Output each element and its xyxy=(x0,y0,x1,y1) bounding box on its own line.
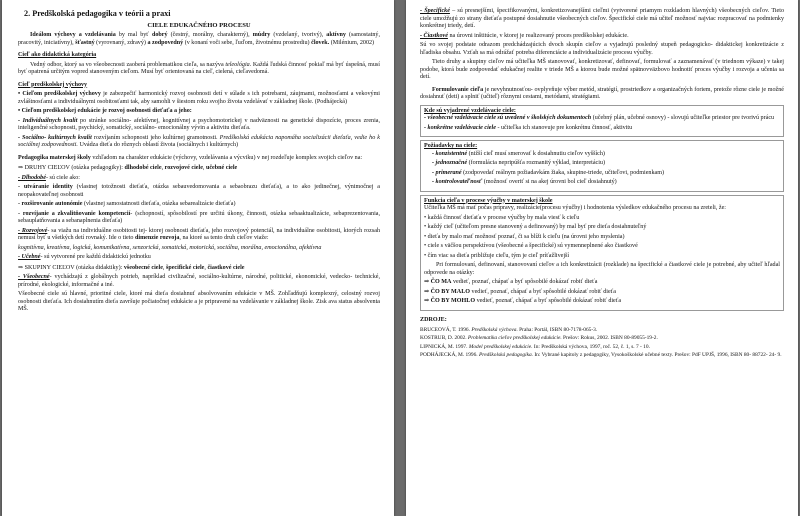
box-goal-function-heading: Funkcia cieľa v procese výučby v materskej škole xyxy=(424,197,553,204)
question-what-has: ⇒ ČO MA vedieť, poznať, chápať a byť spôsobilé dokázať robiť dieťa xyxy=(424,279,598,285)
arrow-goal-groups: ⇒ SKUPINY CIEĽOV (otázka didaktiky): všeobecné ciele, špecifické ciele, čiastkové ciele xyxy=(18,264,245,271)
box-requirements xyxy=(420,140,784,192)
item-learning: - Učebné- sú vytvorené pre každú didaktickú jednotku xyxy=(18,254,151,260)
intro-paragraph: Ideálom výchovy a vzdelávania by mal byť dobrý (čestný, morálny, charakterný), múdry (vzdelaný, tvorivý), aktívny (samostatný, pracovitý, iniciatívny), šťastný (vyrovnaný, zdravý) a zodpovedný (v konaní voči sebe, ľuďom, životnému prostrediu) človek. (Milénium, 2002) xyxy=(18,32,380,46)
page-right-content xyxy=(406,0,798,359)
req-adequate: - primerané (zodpovedať reálnym požiadavkám žiaka, skupine-triede, učiteľovi, podmienkam) xyxy=(432,169,665,176)
paragraph-partial-detail: Sú vo svojej podstate odrazom predchádzajúcich dvoch skupín cieľov a vyjadrujú posledný stupeň pedagogicko- didaktickej konkretizácie z hľadiska obsahu. Vzťah sa má odrážať potreba diferenciácie a individualizácie procesu výučby. xyxy=(420,42,784,56)
section-title: CIELE EDUKAČNÉHO PROCESU xyxy=(147,21,251,29)
req-controllable: - kontrolovateľnosť (možnosť overiť si na akej úrovni bol cieľ dosiahnutý) xyxy=(432,179,617,185)
arrow-goal-types: ⇒ DRUHY CIEĽOV (otázka pedagogiky): dlhodobé ciele, rozvojové ciele, učebné ciele xyxy=(18,165,238,171)
goal-function-text-2: Pri formulovaní, definovaní, stanovovaní cieľov a ich konkretizácii (rozklade) na špecifické a čiastkové ciele je potrebné, aby učiteľ hľadal odpovede na otázky: xyxy=(424,262,780,276)
paragraph-teacher-goals: Tieto druhy a skupiny cieľov má učiteľka MŠ stanovovať, konkretizovať, definovať, formulovať a zaznamenávať (v triednom výkaze) v takej podobe, ktorá bude zodpovedať edukačnej realite v triede MŠ a ktorou bude možné spätnovväzbovo hodnotiť proces výučby i rozvoja a učenia sa detí. xyxy=(420,59,784,80)
item-specific: - Špecifické – sú presnejšími, špecifikovanými, konkretizovanejšími cieľmi (vytvorené priamym rozkladom hlavných) všeobecných cieľov. Tieto ciele umožňujú zo strany dieťaťa postupné dosiahnutie všeobecných cieľov. Špecifické ciele má učiteľ možnosť najviac rozpracovať na podmienky konkrétnej triedy, detí. xyxy=(420,8,784,29)
subheading-preschool-goal: Cieľ predškolskej výchovy xyxy=(18,81,88,88)
where-goal-general: - všeobecné vzdelávacie ciele sú uvedené v školských dokumentoch (učebný plán, učebné osnovy) - slovujú učiteľke priestor pre tvorivú prácu xyxy=(424,115,775,121)
reference-item: KOSTRUB, D. 2002. Problematika cieľov predškolskej edukácie. Prešov: Rokus, 2002. ISBN 80-89055-19-2. xyxy=(420,335,658,342)
goal-function-bullet: • dieťa by malo mať možnosť poznať, či sa blíži k cieľu (na úrovni jeho myslenia) xyxy=(424,233,625,240)
question-what-should: ⇒ ČO BY MALO vedieť, poznať, chápať a byť spôsobilé dokázať robiť dieťa xyxy=(424,288,616,295)
req-consistent: - konzistentné (nižší cieľ musí smerovať k dosiahnutiu cieľov vyšších) xyxy=(432,150,605,157)
paragraph-general-goals: Všeobecné ciele sú hlavné, prioritné ciele, ktoré má dieťa dosiahnuť absolvovaním edukácie v MŠ. Zohľadňujú komplexný, celostný rozvoj osobnosti dieťaťa. Ich dosiahnutím dieťa završuje počiatočnej edukácie a je pripravené na vzdelávanie v základnej škole. Zisk ava status absolventa MŠ. xyxy=(18,291,380,312)
where-goal-specific: - konkrétne vzdelávacie ciele - učiteľka ich stanovuje pre konkrétnu činnosť, aktivitu xyxy=(424,124,633,131)
item-long-term: - Dlhodobé- sú ciele ako: xyxy=(18,174,80,181)
reference-item: BRUCEOVÁ, T. 1996. Predškolská výchova. Praha: Portál, ISBN 80-7178-065-3. xyxy=(420,327,598,333)
subheading-goal-category: Cieľ ako didaktická kategória xyxy=(18,52,97,58)
item-competencies: - rozvíjanie a zkvalitňovanie kompetencií- (schopností, spôsobilostí pre určitú úkony, činnosti, otázka sebaaktualizácie, sebaprezentovania, sebauplatňovania a sebanaplnenia dieťaťa) xyxy=(18,210,381,224)
goal-function-bullet: • čím viac sa dieťa približuje cieľu, tým je cieľ príťažlivejší xyxy=(424,252,570,259)
box-where-goals-heading: Kde sú vyjadrené vzdelávacie ciele: xyxy=(424,107,516,114)
document-page-left xyxy=(2,0,394,516)
item-general: - Všeobecné- vychádzajú z globálnych potrieb, napríklad civilizačné, sociálno-kultúrne, národné, politické, ekonomické, vedecko- technické, prírodné, ekologické, informačné a iné. xyxy=(18,274,380,288)
goal-function-bullet: • každá činnosť dieťaťa v procese výučby by mala viesť k cieľu xyxy=(424,214,580,221)
box-where-goals xyxy=(420,105,784,138)
chapter-heading: 2. Predškolská pedagogika v teórii a praxi xyxy=(24,9,171,18)
references xyxy=(420,317,784,359)
item-autonomy: - rozširovanie autonómie (vlastnej samostatnosti dieťaťa, otázka sebarealizácie dieťaťa) xyxy=(18,201,236,207)
goal-function-text: Učiteľka MŠ má mať počas prípravy, realizácie(procesu výučby) i hodnotenia výsledkov edukačného procesu na zreteli, že: xyxy=(424,205,726,211)
req-unambiguous: - jednoznačné (formulácia nepripúšťa rozmanitý výklad, interpretáciu) xyxy=(432,160,606,166)
item-sociocultural-qualities: - Sociálno- kultúrnych kvalít rozvíjaním schopnosti jeho kultúrnej gramotnosti. Predškolská edukácia napomáha socializácii dieťaťa, vedie ho k sociálnej zodpovednosti. Uvádza dieťa do rôznych oblastí života (sociálnych i kultúrnych) xyxy=(18,134,380,148)
paragraph-kindergarten-pedagogy: Pedagogika materskej školy vzhľadom na charakter edukácie (výchovy, vzdelávania a výcviku) v nej rozdeľuje komplex svojich cieľov na: xyxy=(18,154,363,161)
goal-function-bullet: • každý cieľ (učiteľom presne stanovený a definovaný) by mal byť pre dieťa dosiahnuteľný xyxy=(424,224,647,230)
references-heading: ZDROJE: xyxy=(420,316,447,323)
bullet-preschool-goal: • Cieľom predškolskej výchovy je zabezpečiť harmonický rozvoj osobnosti detí v súlade s ich potrebami, záujmami, možnosťami a vekovými zvláštnosťami a individuálnymi osobitosťami tak, aby samohli v šiestom roku svojho života vzdelávať v základnej škole. (Podhájecká) xyxy=(18,91,380,105)
page-left-content xyxy=(2,0,394,314)
box-goal-function xyxy=(420,195,784,311)
goal-function-bullet: • ciele s väčšou perspektívou (všeobecné a špecifické) sú vymenneplnené ako čiastkové xyxy=(424,243,638,249)
reference-item: LIPNICKÁ, M. 1997. Model predškolskej edukácie. In: Predškolská výchova, 1997, roč. 52, č. 1, s. 7 - 10. xyxy=(420,343,650,350)
document-page-right xyxy=(406,0,798,516)
item-identity: - utváranie identity (vlastnej totožnosti dieťaťa, otázka sebauvedomovania a sebaobrazu dieťaťa), a to ako jedinečnej, výnimočnej a neopakovateľnej osobnosti xyxy=(18,184,380,198)
dimension-list: kognitívna, kreatívna, logická, komunikatívna, senzorická, somatická, motorická, sociálna, morálna, emocionálna, afektívna xyxy=(18,244,322,251)
paragraph-teleology: Vedný odbor, ktorý sa vo všeobecnosti zaoberá problematikou cieľa, sa nazýva teleológia. Každá ľudská činnosť pokiaľ má byť úspešná, musí byť opatrená určitým vopred stanoveným cieľom. Musí byť orientovaná na cieľ, cielená, cieľavedomá. xyxy=(18,61,380,75)
box-requirements-heading: Požiadavky na ciele: xyxy=(424,143,478,149)
reference-item: PODHÁJECKÁ, M. 1996. Predškolská pedagogika. In: Vybrané kapitoly z pedagogiky, Vysokoškolské učebné texty. Prešov: PdF UPJŠ, 1996, ISBN 80- 88722- 24- 9. xyxy=(420,352,782,359)
item-individual-qualities: - Individuálnych kvalít po stránke sociálno- afektívnej, kognitívnej a psychomotorickej v nadväznosti na genetické dispozície, proces zrenia, inteligenčné schopnosti, psychický, somatický, sociálno- emocionálny vývin a aktivitu dieťaťa. xyxy=(18,117,380,131)
item-partial: - Čiastkové na úrovni inštitúcie, v ktorej je realizovaný proces predškolskej edukácie. xyxy=(420,32,629,39)
item-developmental: - Rozvojové- sa viažu na individuálne osobitosti tej- ktorej osobnosti dieťaťa, jeho rozvojový potenciál, na individuálne osobitosti, ktorých rozsah nemusí byť u všetkých detí rovnaký. Ide o tieto dimenzie rozvoja, na ktoré sa tento druh cieľov viaže: xyxy=(18,227,380,241)
question-what-could: ⇒ ČO BY MOHLO vedieť, poznať, chápať a byť spôsobilé dokázať robiť dieťa xyxy=(424,298,622,304)
bullet-edu-goal: • Cieľom predškolskej edukácie je rozvoj osobnosti dieťaťa a jeho: xyxy=(18,108,192,114)
paragraph-formulation: Formulovanie cieľa je nevyhnutnosťou- ovplyvňuje výber metód, stratégií, prostriedkov a organizačných foriem, pretože rôzne ciele je možné dosiahnuť (deti) a splniť (učiteľ) rôznymi cestami, metódami, stratégiami. xyxy=(420,86,784,100)
